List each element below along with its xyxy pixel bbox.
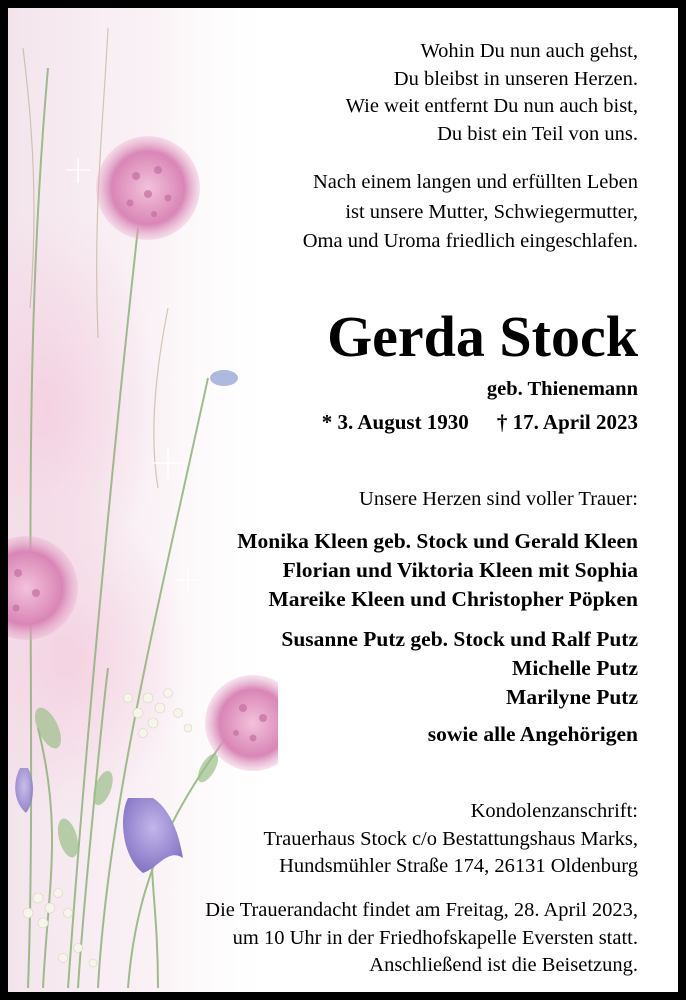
announcement — [303, 168, 638, 257]
deceased-name: Gerda Stock — [327, 304, 638, 369]
address-line: Trauerhaus Stock c/o Bestattungshaus Marks, — [263, 827, 638, 850]
wildflower-illustration — [8, 8, 278, 992]
poem-line: Du bleibst in unseren Herzen. — [393, 67, 638, 90]
condolence-address — [264, 798, 638, 881]
address-line: Kondolenzanschrift: — [470, 800, 638, 822]
family-member: Mareike Kleen und Christopher Pöpken — [268, 587, 638, 611]
poem — [346, 38, 638, 148]
announcement-line: Oma und Uroma friedlich eingeschlafen. — [302, 230, 638, 252]
birth-name: geb. Thienemann — [486, 378, 638, 400]
death-date: † 17. April 2023 — [496, 410, 638, 434]
announcement-line: Nach einem langen und erfüllten Leben — [312, 171, 638, 193]
announcement-line: ist unsere Mutter, Schwiegermutter, — [345, 200, 638, 223]
address-line: Hundsmühler Straße 174, 26131 Oldenburg — [279, 855, 638, 877]
poem-line: Wohin Du nun auch gehst, — [420, 40, 638, 62]
service-info — [205, 897, 638, 980]
family-group-kleen — [237, 527, 638, 614]
service-line: Die Trauerandacht findet am Freitag, 28. April 2023, — [205, 899, 638, 921]
family-member: Marilyne Putz — [506, 685, 638, 709]
family-group-putz — [281, 625, 638, 712]
family-member: Susanne Putz geb. Stock und Ralf Putz — [281, 627, 638, 651]
relatives-line: sowie alle Angehörigen — [427, 722, 638, 746]
family-member: Florian und Viktoria Kleen mit Sophia — [282, 558, 638, 582]
poem-line: Du bist ein Teil von uns. — [437, 122, 638, 145]
life-dates — [322, 408, 638, 436]
family-member: Michelle Putz — [512, 656, 638, 680]
family-member: Monika Kleen geb. Stock und Gerald Kleen — [237, 529, 638, 553]
service-line: um 10 Uhr in der Friedhofskapelle Eversten statt. — [232, 926, 638, 949]
birth-date: * 3. August 1930 — [321, 410, 469, 434]
poem-line: Wie weit entfernt Du nun auch bist, — [345, 95, 638, 117]
mourning-line: Unsere Herzen sind voller Trauer: — [359, 488, 638, 510]
service-line: Anschließend ist die Beisetzung. — [369, 954, 638, 976]
